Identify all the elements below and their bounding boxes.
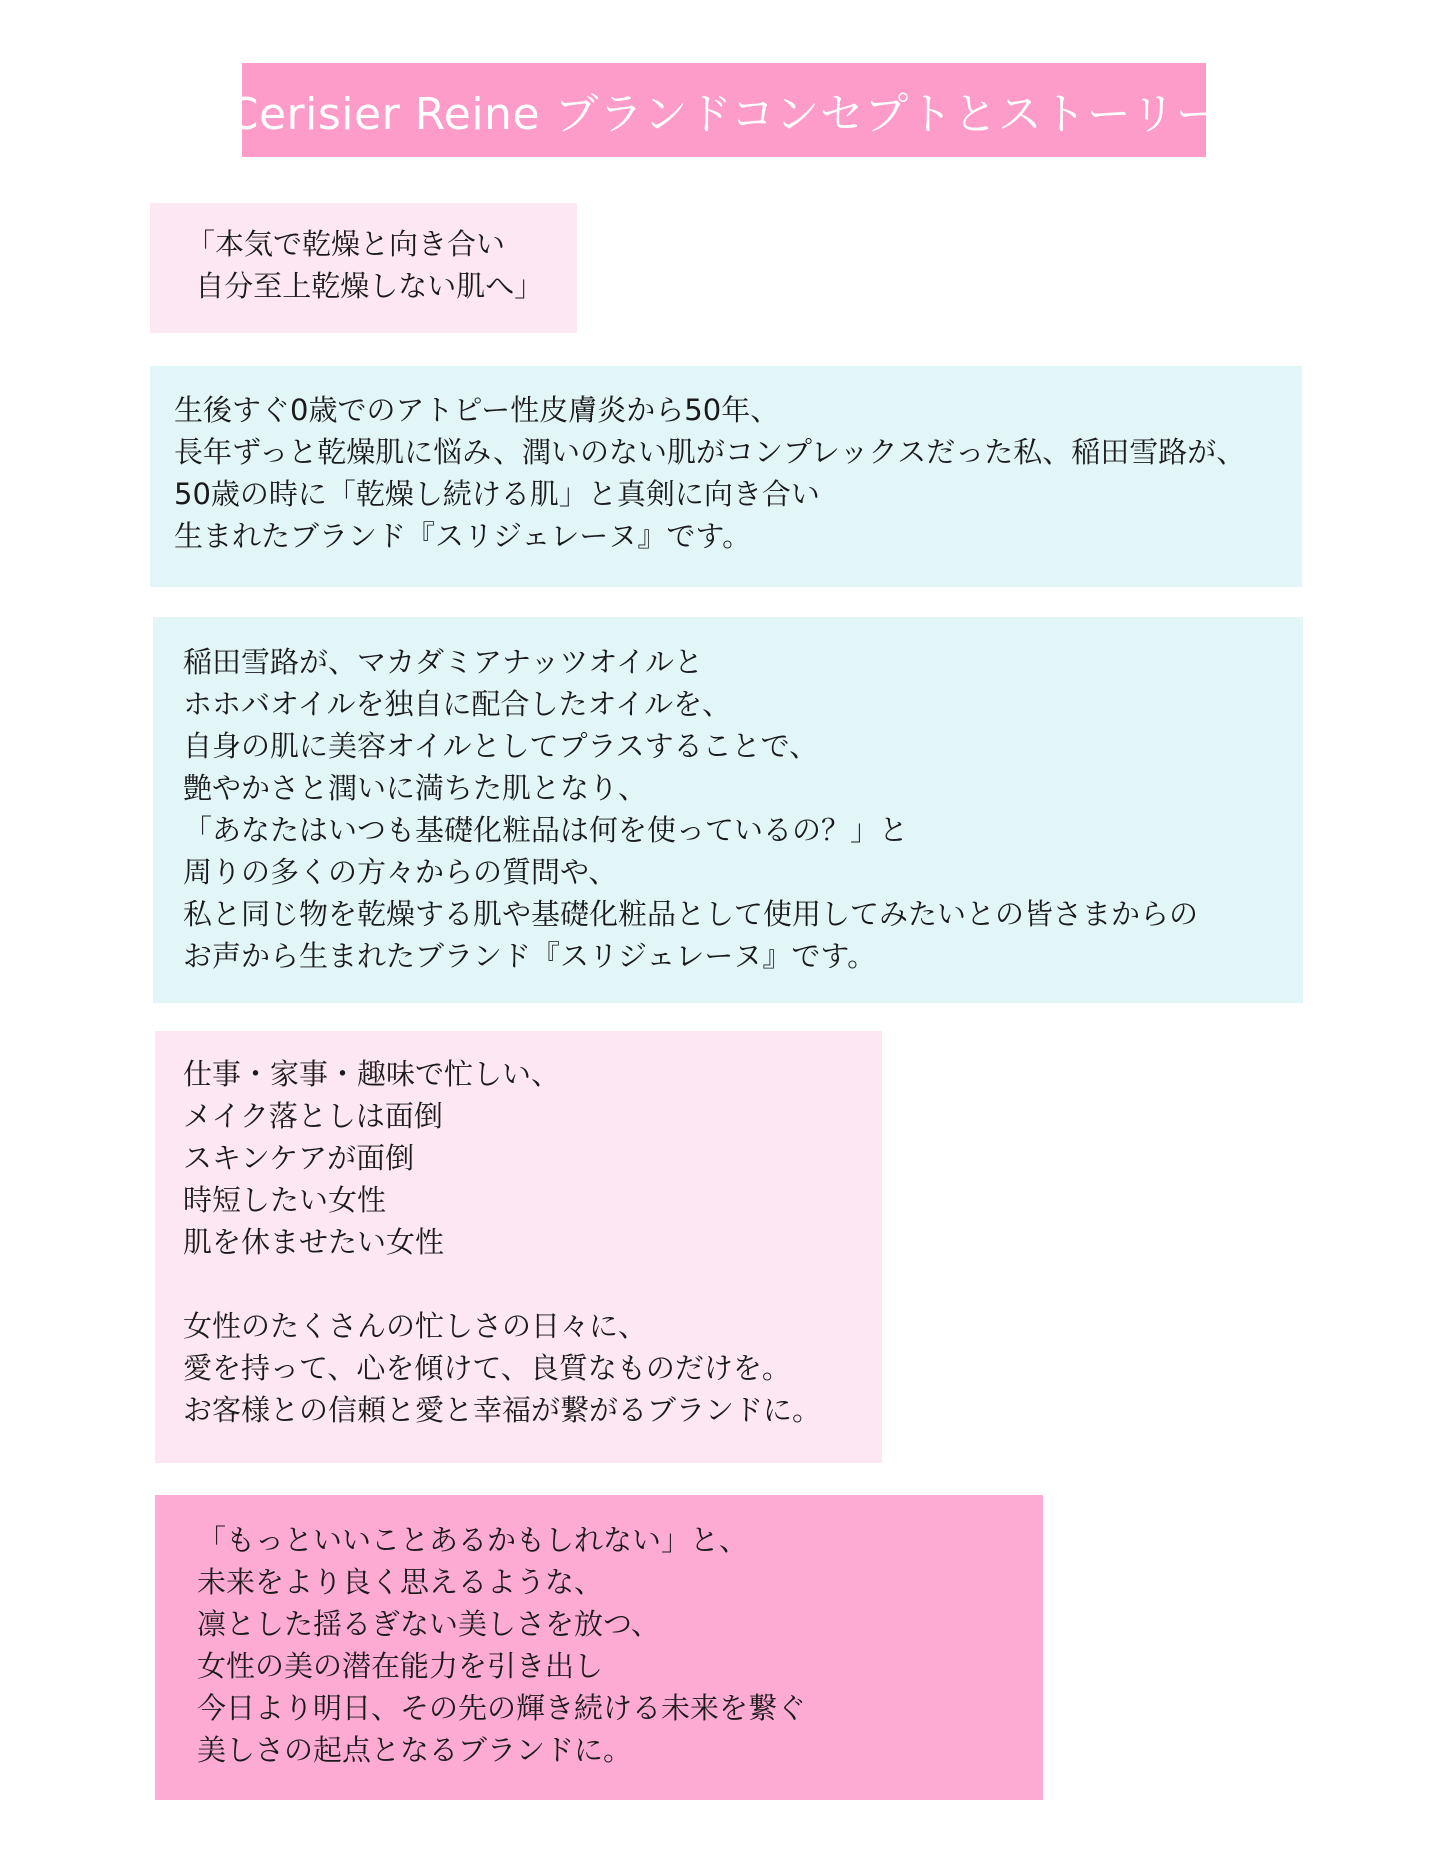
oil-story-line: 稲田雪路が、マカダミアナッツオイルと xyxy=(183,645,703,679)
catchphrase-line: 自分至上乾燥しない肌へ」 xyxy=(186,269,544,303)
title-banner xyxy=(227,63,1221,157)
target-line: メイク落としは面倒 xyxy=(183,1099,443,1133)
oil-story-line: 艶やかさと潤いに満ちた肌となり、 xyxy=(183,771,648,805)
future-line: 凛とした揺るぎない美しさを放つ、 xyxy=(197,1607,660,1641)
future-line: 今日より明日、その先の輝き続ける未来を繋ぐ xyxy=(197,1691,807,1725)
mission-line: 女性のたくさんの忙しさの日々に、 xyxy=(183,1309,648,1343)
oil-story-line: 自身の肌に美容オイルとしてプラスすることで、 xyxy=(183,729,819,763)
target-line: 仕事・家事・趣味で忙しい、 xyxy=(183,1057,561,1091)
future-line: 女性の美の潜在能力を引き出し xyxy=(197,1649,604,1683)
target-line: 肌を休ませたい女性 xyxy=(183,1225,445,1259)
paragraph-gap xyxy=(183,1263,882,1305)
future-line: 未来をより良く思えるような、 xyxy=(197,1565,604,1599)
oil-story-line: ホホバオイルを独自に配合したオイルを、 xyxy=(183,687,732,721)
origin-line: 長年ずっと乾燥肌に悩み、潤いのない肌がコンプレックスだった私、稲田雪路が、 xyxy=(174,435,1246,469)
target-customer-box xyxy=(155,1031,882,1463)
oil-story-line: お声から生まれたブランド『スリジェレーヌ』です。 xyxy=(183,939,877,973)
oil-story-line: 周りの多くの方々からの質問や、 xyxy=(183,855,618,889)
target-line: スキンケアが面倒 xyxy=(183,1141,415,1175)
future-line: 美しさの起点となるブランドに。 xyxy=(197,1733,633,1767)
future-vision-box xyxy=(155,1495,1043,1800)
oil-story-box xyxy=(153,617,1303,1003)
target-line: 時短したい女性 xyxy=(183,1183,387,1217)
oil-story-line: 「あなたはいつも基礎化粧品は何を使っているの？」と xyxy=(183,813,909,847)
future-line: 「もっといいことあるかもしれない」と、 xyxy=(197,1523,749,1557)
mission-line: お客様との信頼と愛と幸福が繋がるブランドに。 xyxy=(183,1393,822,1427)
origin-line: 生後すぐ0歳でのアトピー性皮膚炎から50年、 xyxy=(174,393,780,427)
oil-story-line: 私と同じ物を乾燥する肌や基礎化粧品として使用してみたいとの皆さまからの xyxy=(183,897,1199,931)
origin-line: 50歳の時に「乾燥し続ける肌」と真剣に向き合い xyxy=(174,477,820,511)
page-title: Cerisier Reine ブランドコンセプトとストーリー xyxy=(227,89,1221,140)
mission-line: 愛を持って、心を傾けて、良質なものだけを。 xyxy=(183,1351,791,1385)
origin-line: 生まれたブランド『スリジェレーヌ』です。 xyxy=(174,519,752,553)
catchphrase-line: 「本気で乾燥と向き合い xyxy=(186,227,506,261)
origin-story-box xyxy=(150,366,1302,587)
catchphrase-box xyxy=(150,203,577,333)
